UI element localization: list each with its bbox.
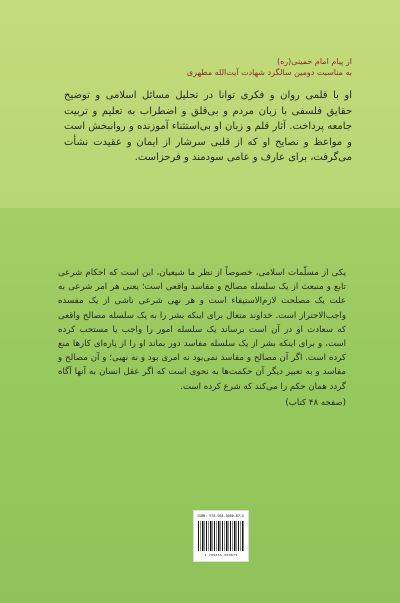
- barcode-bars: [198, 521, 244, 551]
- barcode: [193, 510, 249, 562]
- bottom-quote-text: یکی از مسلّمات اسلامی، خصوصاً از نظر ما شیعیان، این است که احکام شرعی تابع و منبعث از یک سلسله مصالح و مفاسد واقعی است؛ یعنی هر امر شرعی به علت یک مصلحت لازم‌الاستیفاء است و هر نهی شرعی ناشی از یک مفسده واجب‌الاحتراز است. خداوند متعال برای اینکه بشر را به یک سلسله مصالح واقعی که سعادت او در آن است برساند یک سلسله امور را واجب یا مستحب کرده است، و برای اینکه بشر از یک سلسله مفاسد دور بماند او را از پاره‌ای کارها منع کرده است. اگر آن مصالح و مفاسد نمی‌بود نه امری بود و نه نهیی؛ و آن مصالح و مفاسد و به تعبیر دیگر آن حکمت‌ها به نحوی است که اگر عقل انسان به آنها آگاه گردد همان حکم را می‌کند که شرع کرده است.: [58, 268, 346, 392]
- barcode-digits: 9 789645 600875: [204, 553, 238, 557]
- quote-source-line-2: به مناسبت دومین سالگرد شهادت آیت‌الله مطهری: [186, 68, 352, 77]
- page-reference: (صفحه ۴۸ کتاب): [285, 397, 346, 408]
- top-quote-section: [52, 56, 352, 166]
- quote-source-line-1: از پیام امام خمینی(ره): [276, 57, 352, 66]
- isbn-label: ISBN: 978-964-5600-87-5: [197, 514, 244, 518]
- bottom-quote-section: [58, 266, 346, 410]
- top-quote-text: او با قلمی روان و فکری توانا در تحلیل مسائل اسلامی و توضیح حقایق فلسفی با زبان مردم و بی‌قلق و اضطراب به تعلیم و تربیت جامعه پرداخت. آثار قلم و زبان او بی‌استثناء آموزنده و روانبخش است و مواعظ و نصایح او که از قلبی سرشار از ایمان و عقیدت نشأت می‌گرفت، برای عارف و عامی سودمند و فرحزاست.: [64, 90, 352, 164]
